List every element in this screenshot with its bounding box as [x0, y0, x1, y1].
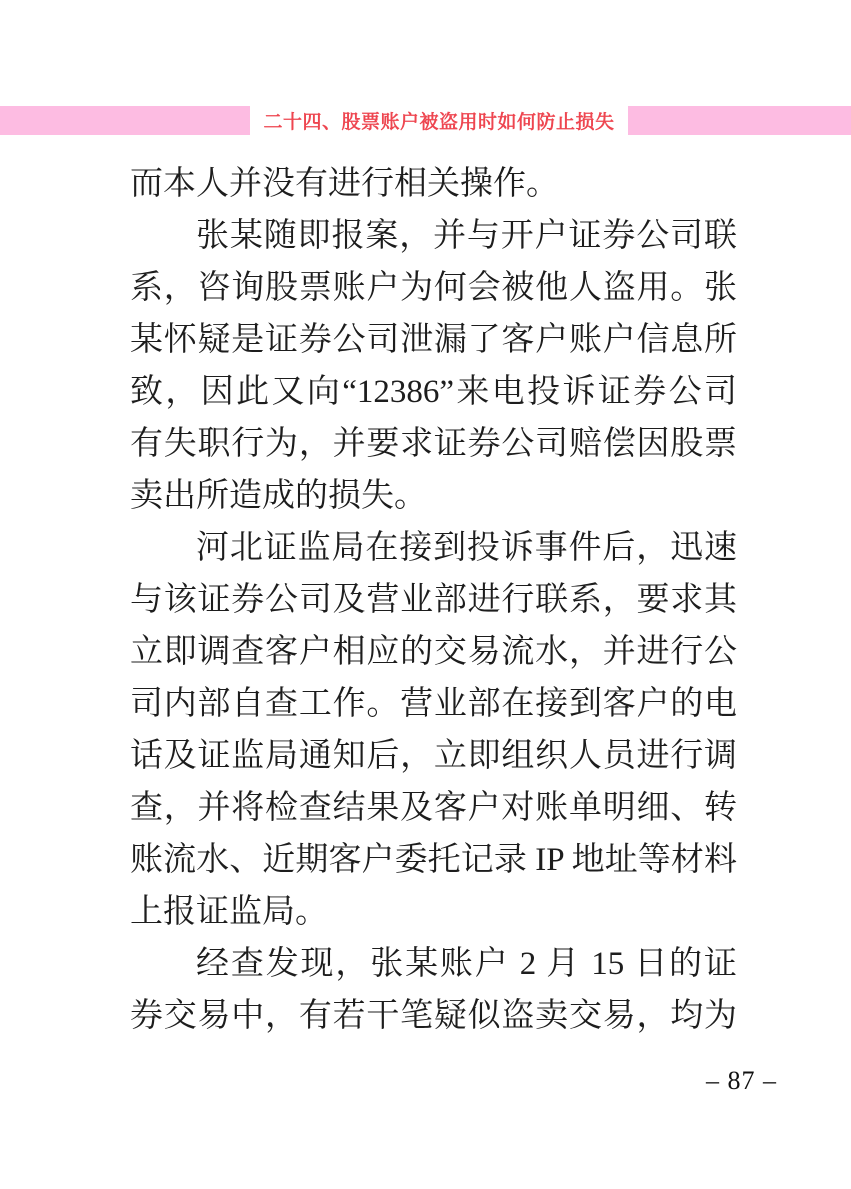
- text-line: 系，咨询股票账户为何会被他人盗用。张: [130, 270, 737, 306]
- text-line: 卖出所造成的损失。: [130, 478, 427, 514]
- chapter-title: 二十四、股票账户被盗用时如何防止损失: [263, 112, 615, 133]
- text-line: 账流水、近期客户委托记录 IP 地址等材料: [130, 842, 737, 878]
- text-line: 经查发现，张某账户 2 月 15 日的证: [196, 946, 737, 982]
- header-accent-bar-right: [628, 106, 851, 135]
- text-line: 某怀疑是证券公司泄漏了客户账户信息所: [130, 322, 737, 358]
- text-line: 话及证监局通知后，立即组织人员进行调: [130, 738, 737, 774]
- text-line: 有失职行为，并要求证券公司赔偿因股票: [130, 426, 737, 462]
- header-accent-bar-left: [0, 106, 250, 135]
- page-number: – 87 –: [706, 1066, 777, 1095]
- chapter-header: [0, 106, 851, 135]
- body-text: [130, 158, 737, 1042]
- text-line: 立即调查客户相应的交易流水，并进行公: [130, 634, 737, 670]
- text-line: 致，因此又向“12386”来电投诉证券公司: [130, 374, 737, 410]
- text-line: 张某随即报案，并与开户证券公司联: [196, 218, 737, 254]
- text-line: 上报证监局。: [130, 894, 328, 930]
- text-line: 与该证券公司及营业部进行联系，要求其: [130, 582, 737, 618]
- text-line: 而本人并没有进行相关操作。: [130, 166, 559, 202]
- text-line: 券交易中，有若干笔疑似盗卖交易，均为: [130, 998, 737, 1034]
- text-line: 司内部自查工作。营业部在接到客户的电: [130, 686, 737, 722]
- text-line: 河北证监局在接到投诉事件后，迅速: [196, 530, 737, 566]
- text-line: 查，并将检查结果及客户对账单明细、转: [130, 790, 737, 826]
